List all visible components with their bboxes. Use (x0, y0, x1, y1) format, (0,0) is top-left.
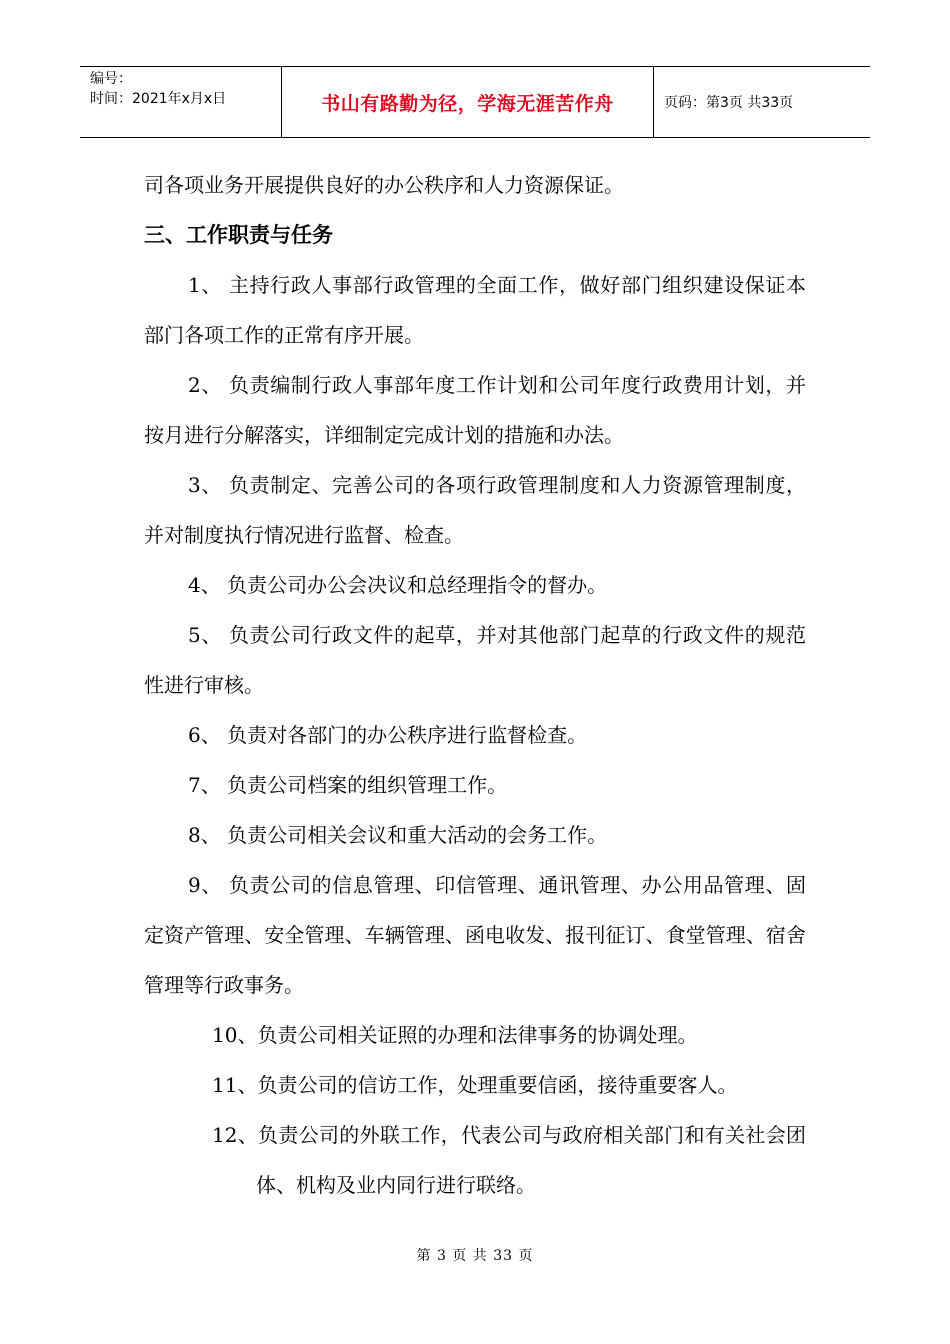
list-item: 1、 主持行政人事部行政管理的全面工作，做好部门组织建设保证本部门各项工作的正常有序开展。 (144, 273, 806, 347)
section-title: 三、工作职责与任务 (144, 223, 333, 247)
header-page-info: 页码：第3页 共33页 (664, 95, 794, 111)
list-item: 6、 负责对各部门的办公秩序进行监督检查。 (188, 723, 588, 747)
document-number-label: 编号： (90, 71, 132, 87)
document-time-label: 时间：2021年x月x日 (90, 91, 227, 107)
list-item: 11、负责公司的信访工作，处理重要信函，接待重要客人。 (212, 1073, 738, 1097)
header-meta (80, 67, 282, 137)
list-item: 8、 负责公司相关会议和重大活动的会务工作。 (188, 823, 608, 847)
list-item: 9、 负责公司的信息管理、印信管理、通讯管理、办公用品管理、固定资产管理、安全管理、车辆管理、函电收发、报刊征订、食堂管理、宿舍管理等行政事务。 (144, 873, 806, 997)
list-item: 3、 负责制定、完善公司的各项行政管理制度和人力资源管理制度，并对制度执行情况进行监督、检查。 (144, 473, 806, 547)
continuation-paragraph: 司各项业务开展提供良好的办公秩序和人力资源保证。 (144, 173, 624, 197)
list-item: 7、 负责公司档案的组织管理工作。 (188, 773, 508, 797)
page-footer: 第 3 页 共 33 页 (416, 1248, 534, 1264)
list-item: 12、负责公司的外联工作，代表公司与政府相关部门和有关社会团体、机构及业内同行进行联络。 (212, 1123, 806, 1197)
list-item: 2、 负责编制行政人事部年度工作计划和公司年度行政费用计划，并按月进行分解落实，详细制定完成计划的措施和办法。 (144, 373, 806, 447)
page-header (80, 66, 870, 138)
list-item: 10、负责公司相关证照的办理和法律事务的协调处理。 (212, 1023, 698, 1047)
list-item: 4、 负责公司办公会决议和总经理指令的督办。 (188, 573, 608, 597)
document-body (144, 160, 806, 1210)
header-motto: 书山有路勤为径，学海无涯苦作舟 (282, 67, 654, 137)
list-item: 5、 负责公司行政文件的起草，并对其他部门起草的行政文件的规范性进行审核。 (144, 623, 806, 697)
